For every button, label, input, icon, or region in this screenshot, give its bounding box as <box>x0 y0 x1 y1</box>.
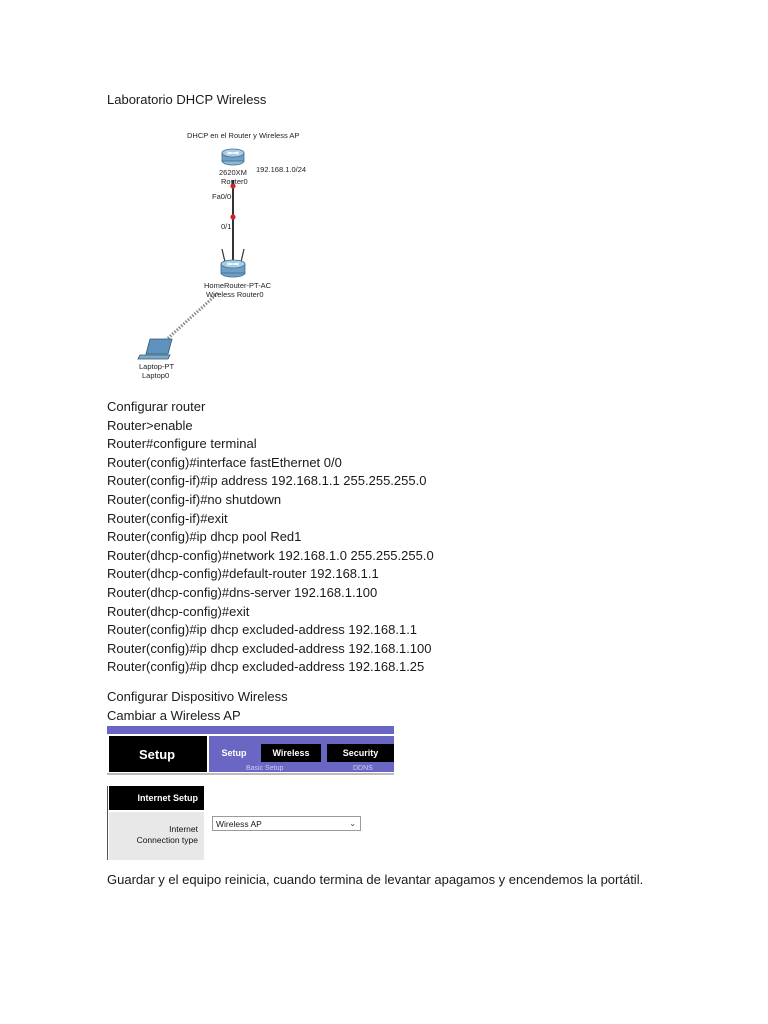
router-icon <box>222 149 244 165</box>
connection-type-value: Wireless AP <box>216 818 262 829</box>
setup-tab-bar <box>209 736 394 772</box>
tab-setup[interactable]: Setup <box>221 748 247 758</box>
divider <box>107 786 108 860</box>
network-topology-diagram <box>130 125 360 390</box>
setup-top-bar <box>107 726 394 734</box>
command-line: Router(config-if)#ip address 192.168.1.1 255.255.255.0 <box>107 473 427 489</box>
laptop-icon <box>138 339 172 359</box>
label-line: Connection type <box>136 835 198 845</box>
label-line: Internet <box>169 824 198 834</box>
topology-drawing <box>130 125 360 390</box>
router-setup-screenshot <box>107 726 394 860</box>
document-title: Laboratorio DHCP Wireless <box>107 92 267 107</box>
footer-note: Guardar y el equipo reinicia, cuando termina de levantar apagamos y encendemos la portátil. <box>107 872 644 887</box>
command-line: Router(config)#ip dhcp pool Red1 <box>107 529 302 545</box>
command-line: Router>enable <box>107 417 193 433</box>
command-line: Router(dhcp-config)#network 192.168.1.0 255.255.255.0 <box>107 547 434 563</box>
command-line: Router(config-if)#exit <box>107 510 228 526</box>
command-line: Router(config)#ip dhcp excluded-address 192.168.1.100 <box>107 640 432 656</box>
command-line: Router(config)#ip dhcp excluded-address 192.168.1.1 <box>107 622 418 638</box>
command-list <box>107 417 434 677</box>
subtab-ddns[interactable]: DDNS <box>353 765 373 772</box>
connection-type-select[interactable] <box>212 816 361 831</box>
laptop-model-label: Laptop-PT <box>139 362 175 371</box>
wireless-config-subheading: Cambiar a Wireless AP <box>107 708 241 723</box>
tab-security[interactable]: Security <box>327 744 394 762</box>
ap-name-label: Wireless Router0 <box>206 290 264 299</box>
network-label: 192.168.1.0/24 <box>256 165 307 174</box>
router-port-label: Fa0/0 <box>212 192 232 201</box>
connection-type-label <box>137 824 198 846</box>
connection-type-label-cell <box>109 812 204 860</box>
router-model-label: 2620XM <box>219 168 247 177</box>
link-indicator-ap <box>230 214 235 219</box>
command-line: Router(config)#ip dhcp excluded-address 192.168.1.25 <box>107 659 425 675</box>
subtab-basic-setup[interactable]: Basic Setup <box>246 765 284 772</box>
topology-title: DHCP en el Router y Wireless AP <box>187 131 300 140</box>
command-line: Router(dhcp-config)#dns-server 192.168.1.100 <box>107 584 378 600</box>
ap-port-label: 0/1 <box>221 222 232 231</box>
ap-model-label: HomeRouter-PT-AC <box>204 281 272 290</box>
router-name-label: Router0 <box>221 177 248 186</box>
laptop-name-label: Laptop0 <box>142 371 170 380</box>
command-line: Router(dhcp-config)#exit <box>107 603 250 619</box>
wireless-config-heading: Configurar Dispositivo Wireless <box>107 689 288 704</box>
wireless-link <box>166 293 218 340</box>
divider <box>107 773 394 775</box>
setup-brand-title: Setup <box>109 736 207 772</box>
internet-setup-heading: Internet Setup <box>109 786 204 810</box>
command-line: Router(config)#interface fastEthernet 0/0 <box>107 454 342 470</box>
command-line: Router#configure terminal <box>107 436 257 452</box>
tab-wireless[interactable]: Wireless <box>261 744 321 762</box>
router-config-heading: Configurar router <box>107 399 206 414</box>
command-line: Router(dhcp-config)#default-router 192.168.1.1 <box>107 566 379 582</box>
command-line: Router(config-if)#no shutdown <box>107 491 282 507</box>
chevron-down-icon: ⌄ <box>349 819 356 828</box>
